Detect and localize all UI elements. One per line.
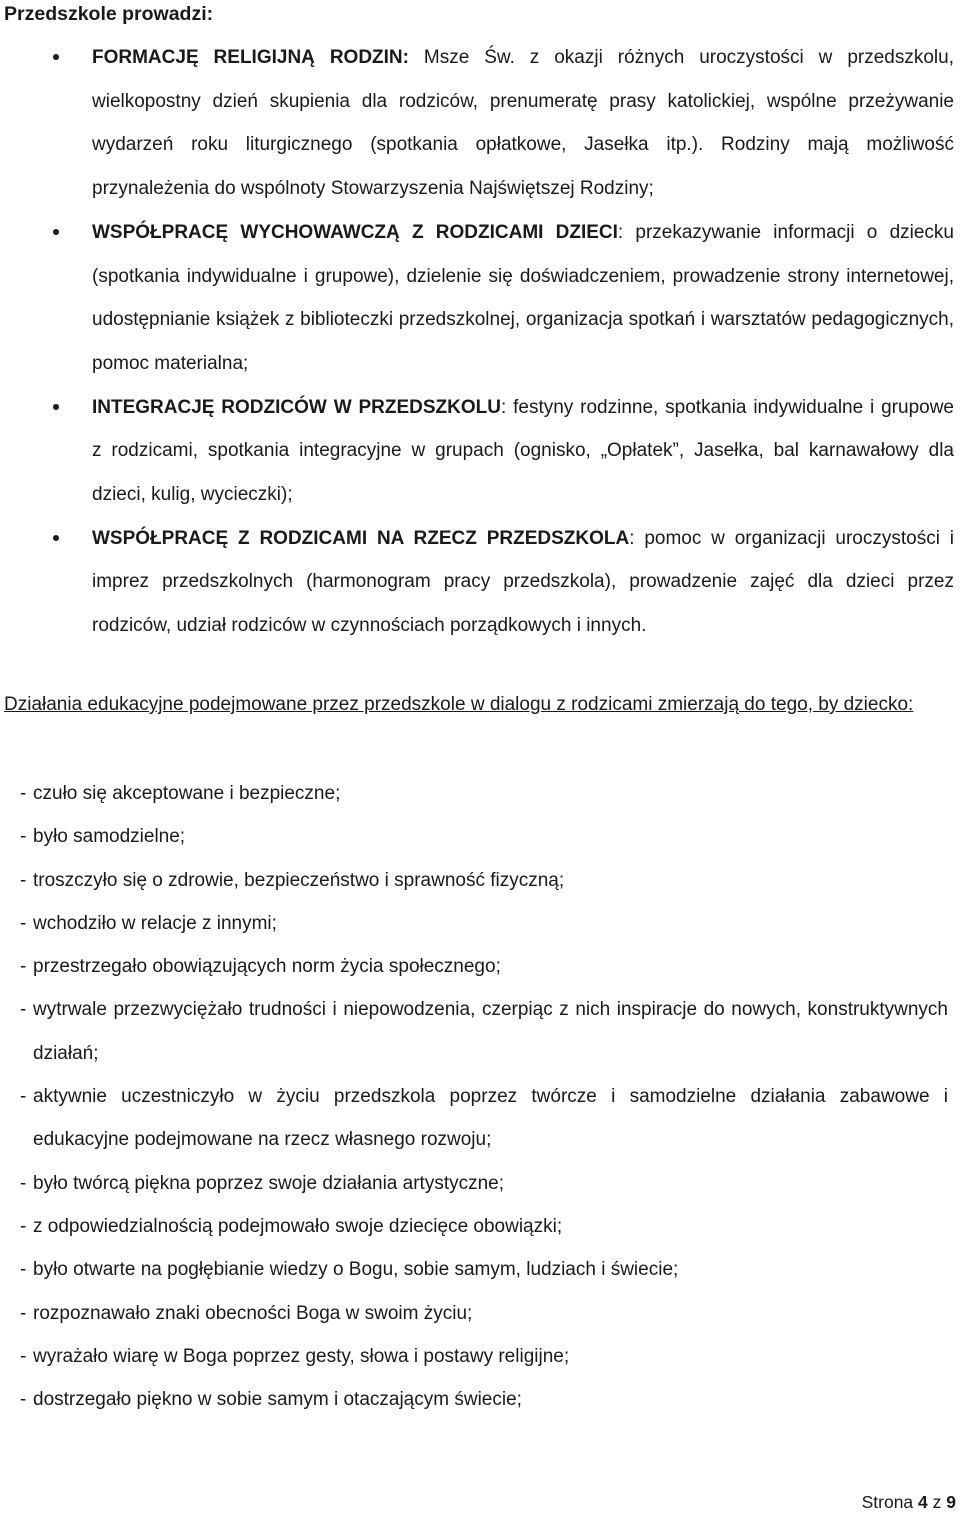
- bullet-icon: [53, 54, 59, 60]
- dash-marker: -: [20, 1259, 27, 1281]
- activity-title: FORMACJĘ RELIGIJNĄ RODZIN:: [92, 47, 409, 68]
- bullet-icon: [53, 404, 59, 410]
- dash-marker: -: [20, 1172, 27, 1194]
- goal-text: było twórcą piękna poprzez swoje działania artystyczne;: [33, 1172, 505, 1194]
- goal-text: wyrażało wiarę w Boga poprzez gesty, słowa i postawy religijne;: [33, 1345, 570, 1367]
- goal-item: [0, 772, 960, 815]
- dash-marker: -: [20, 826, 27, 848]
- goal-item: [0, 1205, 960, 1248]
- page-number: [862, 1492, 956, 1512]
- goals-list: [0, 772, 960, 1421]
- goal-text: czuło się akceptowane i bezpieczne;: [33, 783, 341, 804]
- dash-marker: -: [20, 999, 27, 1021]
- activity-title: INTEGRACJĘ RODZICÓW W PRZEDSZKOLU: [92, 396, 501, 418]
- activity-description: : pomoc w organizacji uroczystości i imprez przedszkolnych (harmonogram pracy przedszkola), prowadzenie zajęć dla dzieci przez rodziców, udział rodziców w czynnościach porządkowych i innych.: [92, 527, 954, 637]
- goal-text: było samodzielne;: [33, 826, 186, 848]
- activity-item: [0, 517, 960, 648]
- goal-item: [0, 1075, 960, 1162]
- dash-marker: -: [20, 869, 27, 891]
- activity-item: [0, 36, 960, 211]
- activity-title: WSPÓŁPRACĘ WYCHOWAWCZĄ Z RODZICAMI DZIECI: [92, 221, 618, 243]
- goal-text: wchodziło w relacje z innymi;: [33, 912, 277, 934]
- total-pages: 9: [946, 1492, 956, 1512]
- goal-item: [0, 815, 960, 858]
- dash-marker: -: [20, 1345, 27, 1367]
- activity-item: [0, 211, 960, 386]
- activities-list: [0, 36, 960, 648]
- goal-text: wytrwale przezwyciężało trudności i niepowodzenia, czerpiąc z nich inspiracje do nowych, konstruktywnych działań;: [33, 999, 948, 1064]
- dash-marker: -: [20, 783, 27, 804]
- goal-item: [0, 1335, 960, 1378]
- goal-item: [0, 1378, 960, 1421]
- goal-text: aktywnie uczestniczyło w życiu przedszkola poprzez twórcze i samodzielne działania zabawowe i edukacyjne podejmowane na rzecz własnego rozwoju;: [33, 1086, 948, 1151]
- bullet-icon: [53, 535, 59, 541]
- goal-text: było otwarte na pogłębianie wiedzy o Bogu, sobie samym, ludziach i świecie;: [33, 1259, 679, 1281]
- activity-description: : przekazywanie informacji o dziecku (spotkania indywidualne i grupowe), dzielenie się doświadczeniem, prowadzenie strony internetowej, udostępnianie książek z biblioteczki przedszkolnej, organizacja spotkań i warsztatów pedagogicznych, pomoc materialna;: [92, 221, 954, 374]
- goal-item: [0, 859, 960, 902]
- goal-item: [0, 1248, 960, 1291]
- activity-title: WSPÓŁPRACĘ Z RODZICAMI NA RZECZ PRZEDSZKOLA: [92, 527, 630, 549]
- bullet-icon: [53, 229, 59, 235]
- activity-item: [0, 386, 960, 517]
- page-label: Strona: [861, 1492, 914, 1512]
- goal-text: z odpowiedzialnością podejmowało swoje dziecięce obowiązki;: [33, 1215, 563, 1237]
- dash-marker: -: [20, 956, 27, 978]
- activity-description: Msze Św. z okazji różnych uroczystości w przedszkolu, wielkopostny dzień skupienia dla rodziców, prenumeratę prasy katolickiej, wspólne przeżywanie wydarzeń roku liturgicznego (spotkania opłatkowe, Jasełka itp.). Rodziny mają możliwość przynależenia do wspólnoty Stowarzyszenia Najświętszej Rodziny;: [92, 47, 954, 200]
- goals-intro: Działania edukacyjne podejmowane przez przedszkole w dialogu z rodzicami zmierzają do tego, by dziecko:: [4, 694, 914, 715]
- goal-text: przestrzegało obowiązujących norm życia społecznego;: [33, 956, 501, 978]
- activity-description: : festyny rodzinne, spotkania indywidualne i grupowe z rodzicami, spotkania integracyjne w grupach (ognisko, „Opłatek”, Jasełka, bal karnawałowy dla dzieci, kulig, wycieczki);: [92, 396, 954, 506]
- dash-marker: -: [20, 912, 27, 934]
- goal-item: [0, 945, 960, 988]
- goal-item: [0, 1162, 960, 1205]
- current-page: 4: [918, 1492, 928, 1512]
- section-heading: Przedszkole prowadzi:: [4, 3, 214, 25]
- goal-item: [0, 1292, 960, 1335]
- dash-marker: -: [20, 1215, 27, 1237]
- goal-text: rozpoznawało znaki obecności Boga w swoim życiu;: [33, 1302, 473, 1324]
- goal-item: [0, 902, 960, 945]
- dash-marker: -: [20, 1389, 27, 1411]
- goal-text: troszczyło się o zdrowie, bezpieczeństwo i sprawność fizyczną;: [33, 869, 565, 891]
- goal-text: dostrzegało piękno w sobie samym i otaczającym świecie;: [33, 1389, 522, 1411]
- goal-item: [0, 988, 960, 1075]
- page-separator: z: [932, 1492, 942, 1512]
- dash-marker: -: [20, 1302, 27, 1324]
- dash-marker: -: [20, 1086, 27, 1108]
